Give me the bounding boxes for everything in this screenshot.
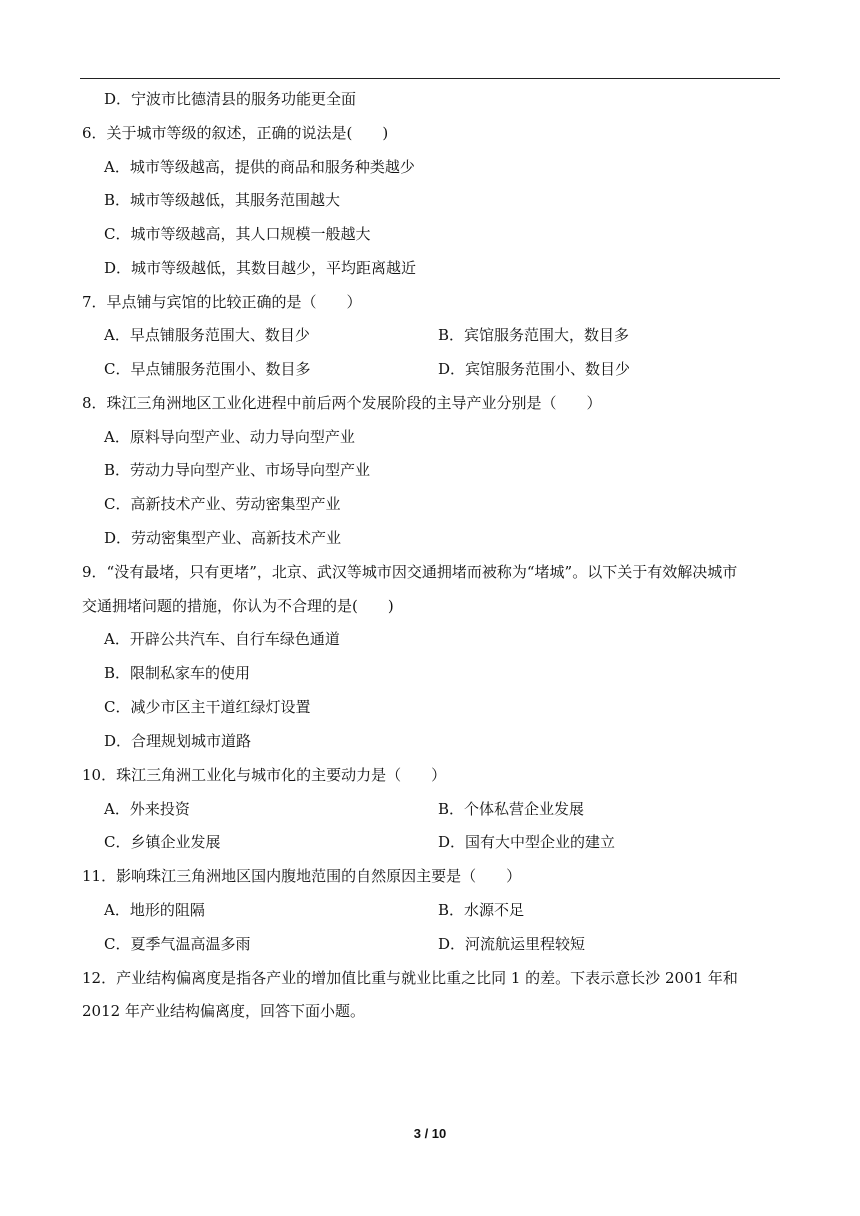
q6-option-a: A．城市等级越高，提供的商品和服务种类越少 (104, 158, 415, 176)
q10-option-b: B．个体私营企业发展 (438, 800, 585, 818)
q11-option-d: D．河流航运里程较短 (438, 935, 586, 953)
q11-option-b: B．水源不足 (438, 901, 525, 919)
q6-option-d: D．城市等级越低，其数目越少，平均距离越近 (104, 259, 417, 277)
question-12-line-1: 12．产业结构偏离度是指各产业的增加值比重与就业比重之比同 1 的差。下表示意长沙 2001 年和 (82, 969, 738, 987)
q7-option-a: A．早点铺服务范围大、数目少 (104, 326, 310, 344)
q10-option-a: A．外来投资 (104, 800, 190, 818)
q10-option-d: D．国有大中型企业的建立 (438, 833, 616, 851)
q8-option-d: D．劳动密集型产业、高新技术产业 (104, 529, 342, 547)
question-12-line-2: 2012 年产业结构偏离度，回答下面小题。 (82, 1002, 365, 1020)
header-rule (80, 78, 780, 79)
q7-option-d: D．宾馆服务范围小、数目少 (438, 360, 631, 378)
q7-option-c: C．早点铺服务范围小、数目多 (104, 360, 311, 378)
q6-option-c: C．城市等级越高，其人口规模一般越大 (104, 225, 371, 243)
question-7: 7．早点铺与宾馆的比较正确的是（ ） (82, 293, 362, 311)
q9-option-b: B．限制私家车的使用 (104, 664, 251, 682)
q9-option-c: C．减少市区主干道红绿灯设置 (104, 698, 311, 716)
q7-option-b: B．宾馆服务范围大，数目多 (438, 326, 630, 344)
question-6: 6．关于城市等级的叙述，正确的说法是( ) (82, 124, 389, 142)
question-10: 10．珠江三角洲工业化与城市化的主要动力是（ ） (82, 766, 447, 784)
q8-option-b: B．劳动力导向型产业、市场导向型产业 (104, 461, 371, 479)
q6-option-b: B．城市等级越低，其服务范围越大 (104, 191, 341, 209)
question-8: 8．珠江三角洲地区工业化进程中前后两个发展阶段的主导产业分别是（ ） (82, 394, 602, 412)
q11-option-c: C．夏季气温高温多雨 (104, 935, 251, 953)
q5-option-d: D．宁波市比德清县的服务功能更全面 (104, 90, 357, 108)
q8-option-c: C．高新技术产业、劳动密集型产业 (104, 495, 341, 513)
question-11: 11．影响珠江三角洲地区国内腹地范围的自然原因主要是（ ） (82, 867, 522, 885)
question-9-line-2: 交通拥堵问题的措施，你认为不合理的是( ) (82, 597, 394, 615)
q9-option-d: D．合理规划城市道路 (104, 732, 252, 750)
page-number: 3 / 10 (413, 1126, 447, 1141)
q10-option-c: C．乡镇企业发展 (104, 833, 221, 851)
q11-option-a: A．地形的阻隔 (104, 901, 205, 919)
q8-option-a: A．原料导向型产业、动力导向型产业 (104, 428, 355, 446)
q9-option-a: A．开辟公共汽车、自行车绿色通道 (104, 630, 340, 648)
question-9-line-1: 9．“没有最堵，只有更堵”，北京、武汉等城市因交通拥堵而被称为“堵城”。以下关于有效解决城市 (82, 563, 738, 581)
